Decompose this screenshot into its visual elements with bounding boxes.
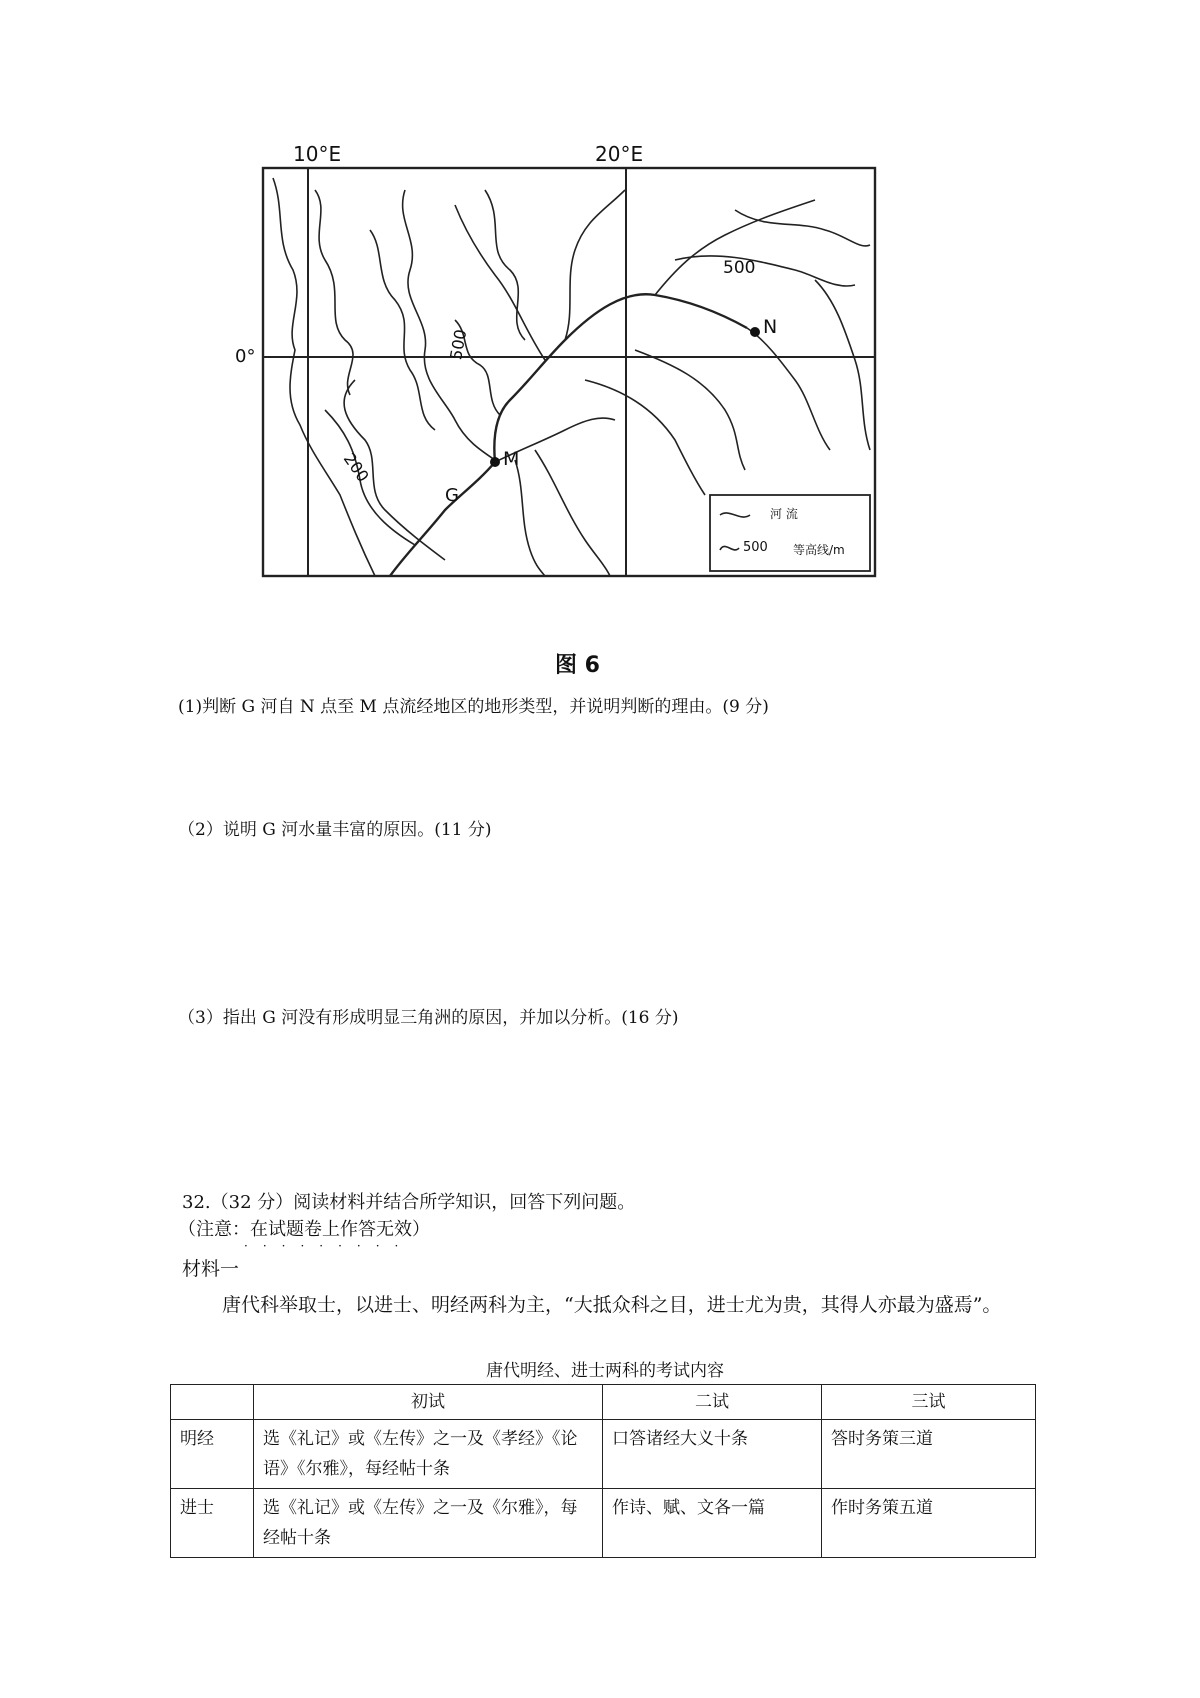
figure-6-map (235, 142, 955, 630)
question-3: （3）指出 G 河没有形成明显三角洲的原因，并加以分析。(16 分) (178, 1008, 679, 1028)
table-header-row (171, 1385, 1036, 1420)
table-header-cell: 三试 (822, 1385, 1036, 1420)
longitude-10e-label: 10°E (293, 142, 342, 166)
river-east (815, 280, 870, 450)
point-n-marker (750, 327, 760, 337)
emphasis-dots: ········· (244, 1239, 414, 1253)
map-drawing (255, 150, 955, 630)
legend-river-label: 河 流 (770, 507, 798, 521)
river-branch-4 (747, 328, 830, 450)
contour-label-200: 200 (339, 449, 373, 486)
coastline (273, 178, 375, 576)
longitude-20e-label: 20°E (595, 142, 644, 166)
material-paragraph: 唐代科举取士，以进士、明经两科为主，“大抵众科之目，进士尤为贵，其得人亦最为盛焉”。 (222, 1294, 1002, 1316)
river-branch-3 (655, 200, 815, 295)
legend-contour-label: 等高线/m (793, 543, 845, 557)
contour-label-500-north: 500 (723, 258, 756, 278)
table-row (171, 1420, 1036, 1489)
latitude-0-label: 0° (235, 346, 256, 367)
section-32-note: （注意：在试题卷上作答无效） (178, 1219, 430, 1240)
question-2: （2）说明 G 河水量丰富的原因。(11 分) (178, 820, 492, 840)
table-cell: 进士 (171, 1489, 254, 1558)
river-south-2 (535, 450, 610, 576)
contour-east-2 (735, 210, 870, 246)
contour-500-west (403, 190, 495, 460)
point-m-marker (490, 457, 500, 467)
table-cell: 作诗、赋、文各一篇 (603, 1489, 822, 1558)
contour-west-inner (370, 230, 435, 430)
river-south-1 (515, 460, 545, 576)
table-cell: 选《礼记》或《左传》之一及《尔雅》，每经帖十条 (254, 1489, 603, 1558)
point-n-label: N (763, 316, 778, 338)
contour-500-east (675, 256, 855, 286)
table-cell: 作时务策五道 (822, 1489, 1036, 1558)
table-cell: 明经 (171, 1420, 254, 1489)
section-32-heading: 32.（32 分）阅读材料并结合所学知识，回答下列问题。 (182, 1192, 636, 1213)
table-title: 唐代明经、进士两科的考试内容 (486, 1361, 724, 1381)
table-cell: 选《礼记》或《左传》之一及《孝经》《论语》《尔雅》，每经帖十条 (254, 1420, 603, 1489)
contour-label-500-center: 500 (446, 327, 471, 362)
point-m-label: M (503, 448, 520, 470)
table-cell: 口答诸经大义十条 (603, 1420, 822, 1489)
river-branch-5 (635, 350, 745, 470)
river-g-main (390, 294, 747, 576)
table-cell: 答时务策三道 (822, 1420, 1036, 1489)
legend-contour-sample (720, 546, 739, 550)
river-branch-6 (585, 380, 705, 495)
contour-center (485, 190, 525, 340)
table-row (171, 1489, 1036, 1558)
figure-caption: 图 6 (555, 653, 600, 678)
legend-contour-value: 500 (743, 540, 768, 555)
table-header-cell: 二试 (603, 1385, 822, 1420)
exam-content-table (170, 1384, 1036, 1558)
legend-river-sample (720, 513, 750, 517)
material-label: 材料一 (182, 1258, 240, 1280)
contour-west-1 (315, 190, 353, 395)
table-header-cell: 初试 (254, 1385, 603, 1420)
table-header-cell (171, 1385, 254, 1420)
river-g-label: G (445, 485, 459, 506)
question-1: (1)判断 G 河自 N 点至 M 点流经地区的地形类型，并说明判断的理由。(9 分) (178, 697, 769, 717)
river-branch-1 (565, 190, 625, 340)
